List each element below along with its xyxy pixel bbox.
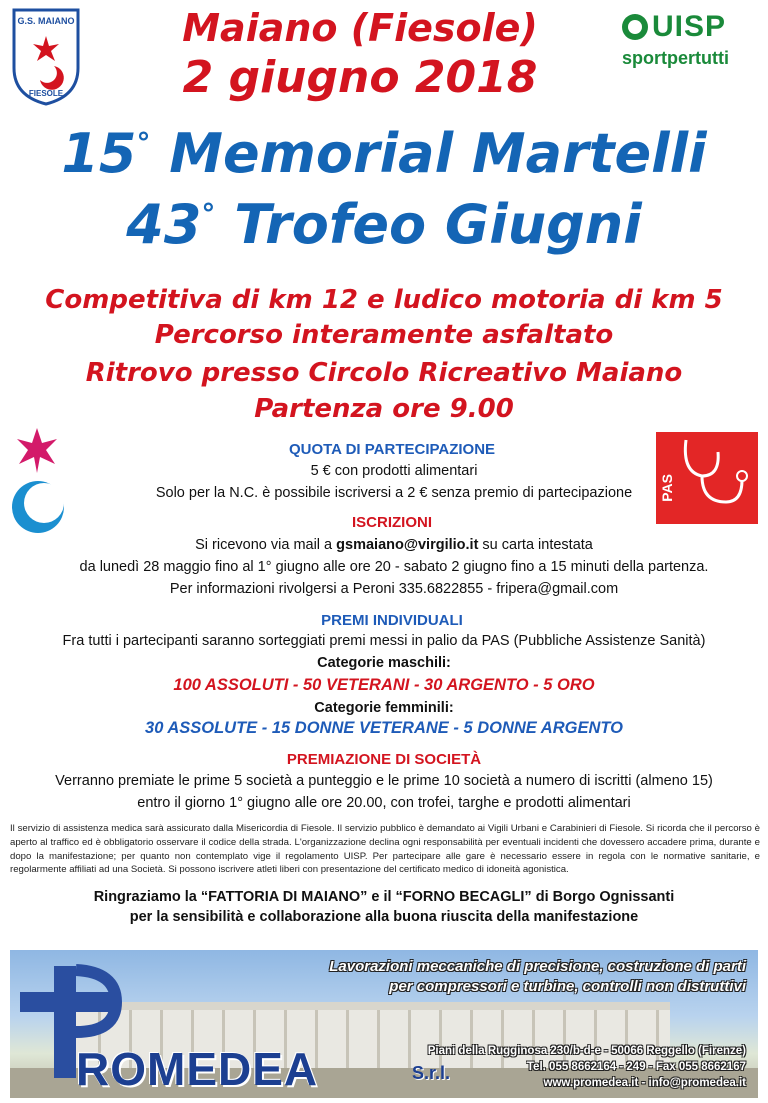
pas-label: PAS [659,474,675,502]
thanks-line-2: per la sensibilità e collaborazione alla buona riuscita della manifestazione [129,909,639,925]
degree-sign: ° [136,126,151,159]
subtitle-course: Percorso interamente asfaltato [154,320,614,350]
ad-tagline-2: per compressori e turbine, controlli non distruttivi [389,978,746,995]
quota-line-1: 5 € con prodotti alimentari [310,463,478,479]
premi-line-1: Fra tutti i partecipanti saranno sorteggiati premi messi in palio da PAS (Pubbliche Assistenze Sanità) [62,633,706,649]
premi-title: PREMI INDIVIDUALI [321,612,463,629]
iscrizioni-title: ISCRIZIONI [351,514,432,531]
trofeo-number: 43 [126,193,202,256]
memorial-text: Memorial Martelli [169,122,707,185]
memorial-title [0,122,768,185]
quota-title: QUOTA DI PARTECIPAZIONE [288,441,496,458]
trofeo-text: Trofeo Giugni [234,193,642,256]
subtitle-start: Partenza ore 9.00 [254,394,514,424]
female-categories-label: Categorie femminili: [314,700,454,716]
event-place: Maiano (Fiesole) [182,6,538,50]
ad-phone: Tel. 055 8662164 - 249 - Fax 055 8662167 [526,1061,746,1073]
memorial-number: 15 [61,122,137,185]
ad-website[interactable]: www.promedea.it - info@promedea.it [543,1077,746,1089]
ad-tagline-1: Lavorazioni meccaniche di precisione, costruzione di parti [329,958,746,975]
ad-brand-suffix: S.r.l. [412,1063,451,1083]
gs-logo-city: FIESOLE [28,89,64,98]
iscrizioni-line-1 [10,537,768,553]
iscrizioni-line-2: da lunedì 28 maggio fino al 1° giugno alle ore 20 - sabato 2 giugno fino a 15 minuti della partenza. [79,559,709,575]
event-date: 2 giugno 2018 [182,52,538,103]
trofeo-title [0,193,768,256]
email-link[interactable]: gsmaiano@virgilio.it [336,537,479,553]
iscrizioni-line-1-pre: Si ricevono via mail a [195,537,337,553]
quota-line-2: Solo per la N.C. è possibile iscriversi a 2 € senza premio di partecipazione [155,485,633,501]
uisp-tagline: sportpertutti [622,48,729,68]
iscrizioni-line-3: Per informazioni rivolgersi a Peroni 335.6822855 - fripera@gmail.com [169,581,619,597]
ad-address: Piani della Rugginosa 230/b-d-e - 50066 Reggello (Firenze) [427,1045,746,1057]
societa-line-2: entro il giorno 1° giugno alle ore 20.00, con trofei, targhe e prodotti alimentari [137,795,631,811]
subtitle-distances: Competitiva di km 12 e ludico motoria di km 5 [45,285,723,315]
male-categories-list: 100 ASSOLUTI - 50 VETERANI - 30 ARGENTO - 5 ORO [173,676,595,694]
promedea-ad [10,950,758,1098]
societa-title: PREMIAZIONE DI SOCIETÀ [286,751,482,768]
degree-sign: ° [201,197,216,230]
gs-logo-name: G.S. MAIANO [17,16,75,26]
fine-print: Il servizio di assistenza medica sarà assicurato dalla Misericordia di Fiesole. Il servizio pubblico è demandato ai Vigili Urbani e Carabinieri di Fiesole. Si ricorda che il percorso è aperto al traffico ed è obbligatorio osservare il codice della strada. L'organizzazione declina ogni responsabilità per eventuali incidenti che dovessero accadere prima, durante e dopo la manifestazione; per quanto non contemplato vige il regolamento UISP. Per partecipare alle gare è necessario essere in regola con le normative sanitarie, e regolarmente affiliati ad una Società. Si possono iscrivere atleti liberi con presentazione del certificato medico di idoneità agonistica. [10,823,760,876]
ad-brand-name: ROMEDEA [76,1043,319,1095]
societa-line-1: Verranno premiate le prime 5 società a punteggio e le prime 10 società a numero di iscritti (almeno 15) [55,773,713,789]
iscrizioni-line-1-post: su carta intestata [478,537,593,553]
male-categories-label: Categorie maschili: [317,655,451,671]
female-categories-list: 30 ASSOLUTE - 15 DONNE VETERANE - 5 DONNE ARGENTO [145,719,623,737]
subtitle-meeting: Ritrovo presso Circolo Ricreativo Maiano [85,358,683,388]
thanks-line-1: Ringraziamo la “FATTORIA DI MAIANO” e il “FORNO BECAGLI” di Borgo Ognissanti [93,889,675,905]
uisp-name: UISP [652,10,727,43]
